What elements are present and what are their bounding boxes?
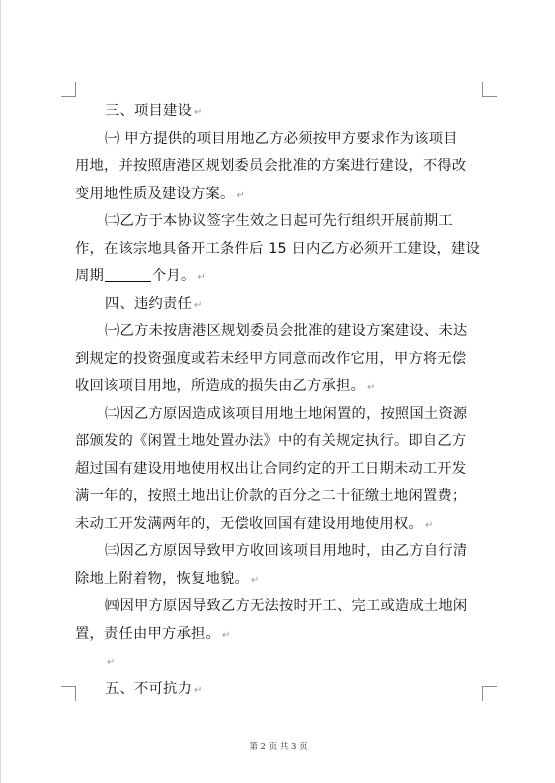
text-line [75, 208, 485, 236]
text-line [75, 676, 485, 704]
line-text: ㈢因乙方原因导致甲方收回该项目用地时，由乙方自行清 [105, 543, 468, 559]
line-text: ㈠ 甲方提供的项目用地乙方必须按甲方要求作为该项目 [105, 130, 458, 147]
margin-corner-top-right [482, 82, 497, 97]
margin-corner-bottom-left [61, 686, 76, 701]
text-line [75, 236, 485, 264]
text-line [75, 593, 485, 621]
line-text: 五、不可抗力 [105, 680, 192, 697]
line-text: 置，责任由甲方承担。 [75, 625, 220, 642]
text-line [75, 401, 485, 429]
line-text: 周期 [75, 268, 104, 284]
line-text: 收回该项目用地，所造成的损失由乙方承担。 [75, 378, 365, 394]
line-text: 个月。 [152, 268, 196, 284]
text-line [75, 373, 485, 401]
line-text: 到规定的投资强度或若未经甲方同意而改作它用，甲方将无偿 [75, 350, 467, 367]
line-text: 满一年的，按照土地出让价款的百分之二十征缴土地闲置费； [75, 488, 467, 504]
line-text: ㈣因甲方原因导致乙方无法按时开工、完工或造成土地闲 [105, 598, 468, 614]
paragraph-mark-icon: ↵ [221, 629, 231, 641]
line-text: 用地，并按照唐港区规划委员会批准的方案进行建设，不得改 [75, 158, 467, 174]
line-text: 作，在该宗地具备开工条件后 15 日内乙方必须开工建设，建设 [75, 240, 480, 257]
text-line [75, 98, 485, 126]
text-line [75, 456, 485, 484]
line-text: 四、违约责任 [105, 295, 192, 312]
fill-in-blank [105, 267, 151, 282]
line-text: 超过国有建设用地使用权出让合同约定的开工日期未动工开发 [75, 460, 467, 477]
line-text: 变用地性质及建设方案。 [75, 185, 235, 202]
text-line [75, 153, 485, 181]
line-text: 三、项目建设 [105, 103, 192, 119]
paragraph-mark-icon: ↵ [193, 299, 203, 311]
text-line [75, 263, 485, 291]
paragraph-mark-icon: ↵ [107, 657, 116, 668]
text-line [75, 318, 485, 346]
document-body[interactable] [75, 98, 485, 703]
text-line [75, 621, 485, 649]
text-line [75, 346, 485, 374]
text-line [75, 291, 485, 319]
text-line [75, 483, 485, 511]
paragraph-mark-icon: ↵ [193, 107, 203, 118]
line-text: ㈡因乙方原因造成该项目用地土地闲置的，按照国土资源 [105, 405, 468, 422]
margin-corner-top-left [61, 82, 76, 97]
line-text: 部颁发的《闲置土地处置办法》中的有关规定执行。即自乙方 [75, 433, 467, 449]
text-line [75, 566, 485, 594]
paragraph-mark-icon: ↵ [424, 519, 434, 531]
line-text: 除地上附着物，恢复地貌。 [75, 570, 249, 587]
paragraph-mark-icon: ↵ [193, 684, 203, 696]
paragraph-mark-icon: ↵ [366, 382, 376, 393]
text-line [75, 428, 485, 456]
text-line [75, 538, 485, 566]
text-line [75, 648, 485, 676]
text-line [75, 181, 485, 209]
text-line [75, 126, 485, 154]
paragraph-mark-icon: ↵ [236, 189, 246, 201]
text-line [75, 511, 485, 539]
line-text: 未动工开发满两年的，无偿收回国有建设用地使用权。 [75, 515, 423, 532]
paragraph-mark-icon: ↵ [197, 272, 207, 283]
paragraph-mark-icon: ↵ [250, 574, 260, 586]
page-number-footer: 第 2 页 共 3 页 [249, 742, 308, 752]
line-text: ㈠乙方未按唐港区规划委员会批准的建设方案建设、未达 [105, 323, 468, 339]
line-text: ㈡乙方于本协议签字生效之日起可先行组织开展前期工 [105, 213, 453, 229]
